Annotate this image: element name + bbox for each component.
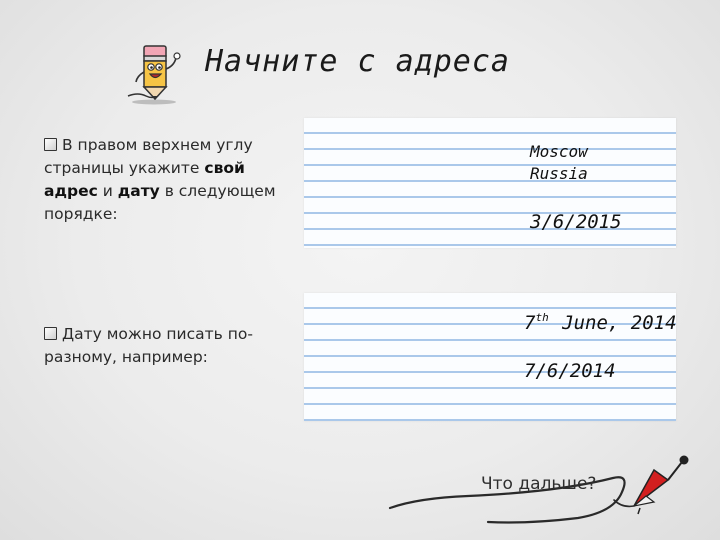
example-date-numeric-alt: 7/6/2014 [524, 360, 616, 382]
checkbox-bullet-icon [44, 327, 57, 340]
date-ordinal-suffix: th [535, 311, 549, 324]
page-title: Начните с адреса [205, 44, 510, 79]
bullet-address-instruction [44, 134, 294, 226]
date-day: 7 [524, 312, 536, 334]
red-pen-icon [624, 450, 694, 516]
example-date-written [524, 311, 677, 334]
bullet-date-formats [44, 323, 294, 369]
bullet-text: В правом верхнем углу страницы укажите [44, 136, 253, 177]
checkbox-bullet-icon [44, 138, 57, 151]
example-city: Moscow [530, 142, 588, 161]
bullet-text: и [97, 182, 118, 200]
next-step-link[interactable]: Что дальше? [481, 474, 597, 494]
date-month-year: June, 2014 [562, 312, 677, 334]
bullet-emphasis-date: дату [117, 182, 160, 200]
bullet-text: Дату можно писать по-разному, например: [44, 325, 253, 366]
example-date-numeric: 3/6/2015 [530, 211, 622, 233]
example-country: Russia [530, 164, 588, 183]
bullet-emphasis-address: свой адрес [44, 159, 245, 200]
pencil-mascot-icon [124, 36, 196, 108]
bullet-text: в следующем порядке: [44, 182, 276, 223]
